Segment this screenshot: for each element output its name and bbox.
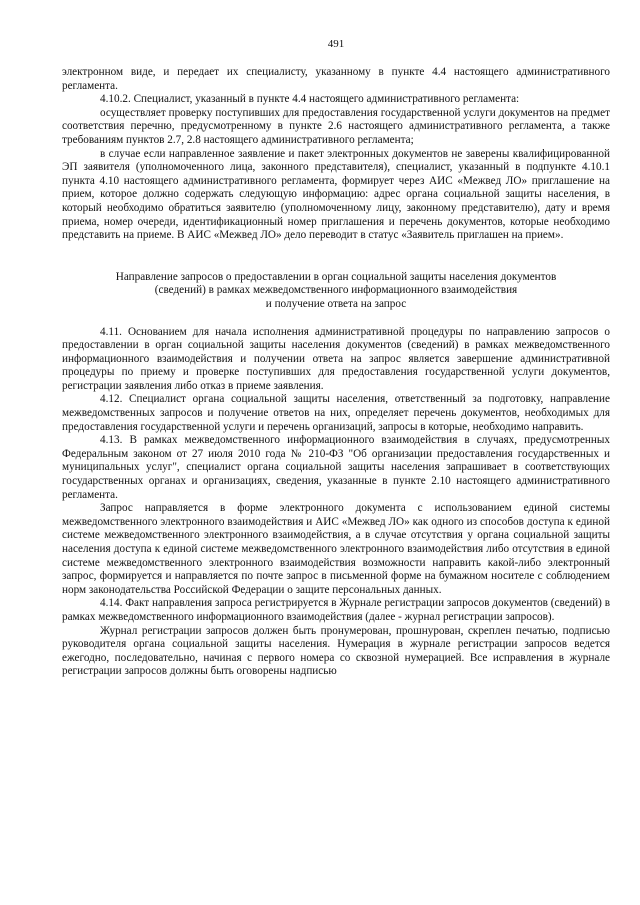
section-heading-line-3: и получение ответа на запрос <box>265 297 407 310</box>
document-body <box>62 66 610 679</box>
section-heading-line-2: (сведений) в рамках межведомственного информационного взаимодействия <box>154 284 518 297</box>
paragraph-check-documents: осуществляет проверку поступивших для предоставления государственной услуги документов на предмет соответствия перечню, предусмотренному в пункте 2.6 настоящего административного регламента, а также требованиям пунктов 2.7, 2.8 настоящего административного регламента; <box>62 106 610 146</box>
paragraph-journal: Журнал регистрации запросов должен быть пронумерован, прошнурован, скреплен печатью, подписью руководителя органа социальной защиты населения. Нумерация в журнале регистрации запросов ведется ежегодно, последовательно, начиная с первого номера со сквозной нумерацией. Все исправления в журнале регистрации запросов должны быть оговорены надписью <box>62 624 610 678</box>
paragraph-invitation: в случае если направленное заявление и пакет электронных документов не заверены квалифицированной ЭП заявителя (уполномоченного лица, законного представителя), специалист, указанный в подпункте 4.10.1 пункта 4.10 настоящего административного регламента, формирует через АИС «Межвед ЛО» приглашение на прием, которое должно содержать следующую информацию: адрес органа социальной защиты населения, в который необходимо обратиться заявителю (уполномоченному лицу, законному представителю), дату и время приема, номер очереди, идентификационный номер приглашения и перечень документов, которые необходимо представить на приеме. В АИС «Межвед ЛО» дело переводит в статус «Заявитель приглашен на прием». <box>62 147 610 242</box>
paragraph-request-form: Запрос направляется в форме электронного документа с использованием единой системы межведомственного электронного взаимодействия и АИС «Межвед ЛО» как одного из способов доступа к единой системе межведомственного электронного взаимодействия, а в случае отсутствия у органа социальной защиты населения доступа к единой системе межведомственного электронного взаимодействия либо отсутствия в единой системе межведомственного электронного взаимодействия возможности направить какой-либо электронный запрос, формируется и направляется по почте запрос в письменной форме на бумажном носителе с соблюдением норм законодательства Российской Федерации о защите персональных данных. <box>62 502 610 596</box>
page-number: 491 <box>327 38 345 50</box>
paragraph-4-11: 4.11. Основанием для начала исполнения административной процедуры по направлению запросов о предоставлении в орган социальной защиты населения документов (сведений) в рамках межведомственного информационного взаимодействия и получении ответа на запрос является завершение административной процедуры по приему и проверке поступивших для предоставления государственной услуги документов, регистрации заявления либо отказ в приеме заявления. <box>62 325 610 392</box>
section-heading <box>62 271 610 312</box>
paragraph-4-14: 4.14. Факт направления запроса регистрируется в Журнале регистрации запросов документов (сведений) в рамках межведомственного информационного взаимодействия (далее - журнал регистрации запросов). <box>62 597 610 623</box>
section-heading-line-1: Направление запросов о предоставлении в орган социальной защиты населения документов <box>115 270 557 283</box>
paragraph-4-12: 4.12. Специалист органа социальной защиты населения, ответственный за подготовку, направление межведомственных запросов и получение ответов на них, определяет перечень документов, необходимых для предоставления государственной услуги и перечень организаций, запросы в которые, необходимо направить. <box>62 393 610 433</box>
paragraph-4-10-2: 4.10.2. Специалист, указанный в пункте 4.4 настоящего административного регламента: <box>100 93 520 106</box>
paragraph-continuation: электронном виде, и передает их специалисту, указанному в пункте 4.4 настоящего административного регламента. <box>62 66 610 92</box>
document-page <box>62 0 610 905</box>
paragraph-4-13: 4.13. В рамках межведомственного информационного взаимодействия в случаях, предусмотренных Федеральным законом от 27 июля 2010 года № 210-ФЗ "Об организации предоставления государственных и муниципальных услуг", специалист органа социальной защиты населения запрашивает в соответствующих государственных органах и организациях, сведения, указанные в пункте 2.10 настоящего административного регламента. <box>62 434 610 501</box>
